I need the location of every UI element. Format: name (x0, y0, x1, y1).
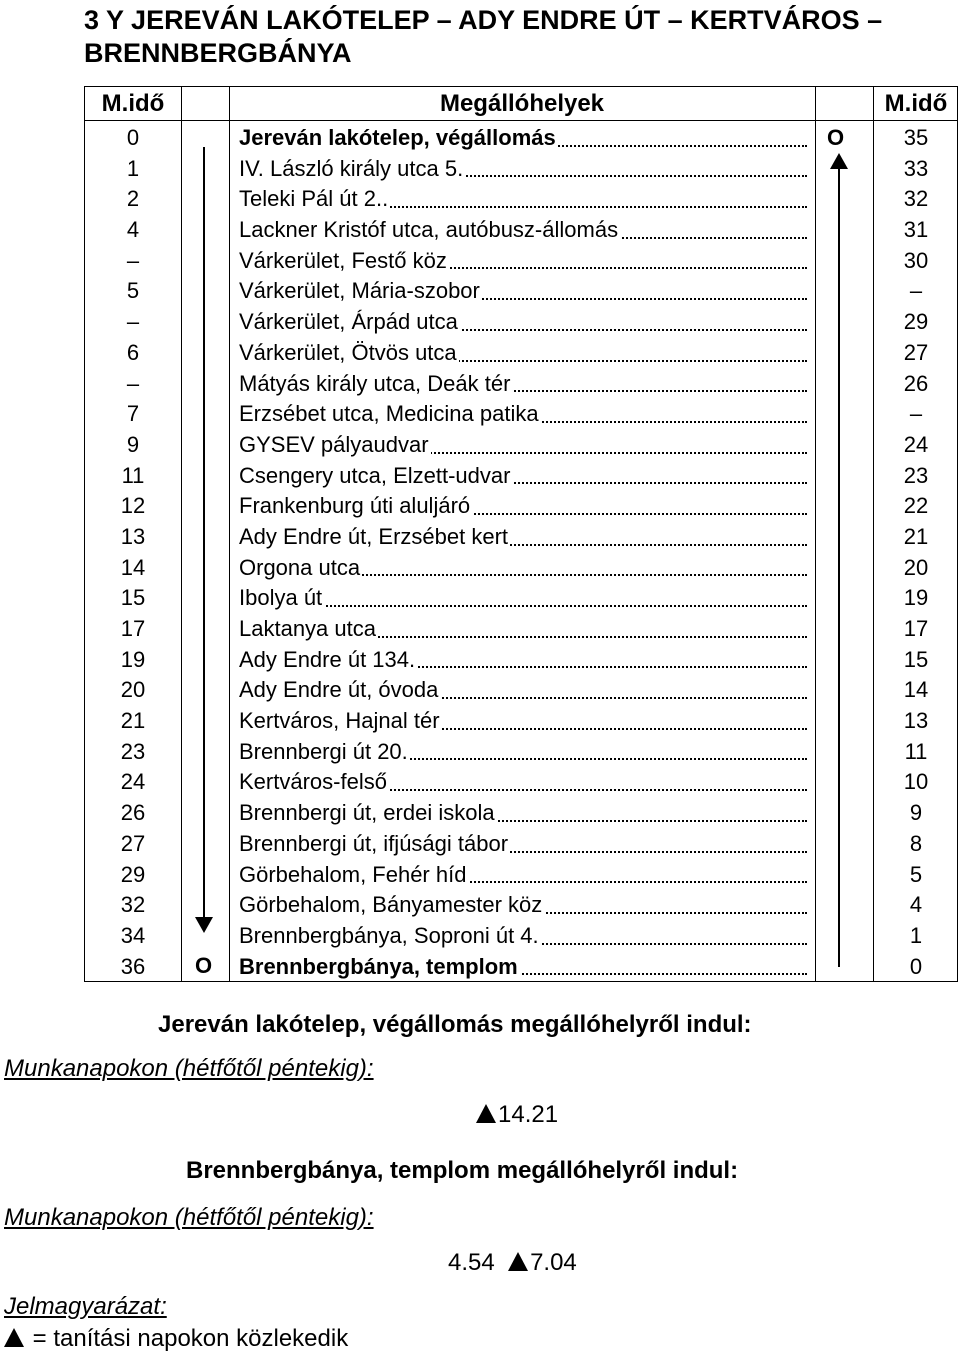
stop-label: IV. László király utca 5. (239, 155, 464, 181)
stop-name (239, 860, 807, 891)
time-from-start: 24 (120, 769, 146, 795)
time-from-start: – (126, 309, 140, 335)
stop-label: Ady Endre út, Erzsébet kert (239, 523, 509, 549)
stop-name (239, 614, 807, 645)
stop-label: Laktanya utca (239, 616, 376, 641)
time-from-end: 13 (903, 708, 929, 734)
table-row (85, 215, 957, 246)
stop-name (239, 645, 807, 676)
stop-name (239, 215, 807, 246)
table-row (85, 952, 957, 983)
time-from-start: 29 (120, 861, 146, 887)
time-from-end: 24 (903, 431, 929, 457)
stop-label: Erzsébet utca, Medicina patika (239, 401, 539, 427)
time-from-start: 19 (120, 646, 146, 672)
stop-label: Görbehalom, Bányamester köz (239, 892, 543, 918)
table-row (85, 614, 957, 645)
table-row (85, 491, 957, 522)
time-from-start: 21 (120, 708, 146, 734)
time-from-end: 31 (903, 217, 929, 243)
table-row (85, 675, 957, 706)
time-from-end: 19 (903, 585, 929, 611)
start-mark: O (827, 125, 845, 150)
stop-name (239, 583, 807, 614)
stop-label: Jereván lakótelep, végállomás (239, 125, 556, 150)
time-from-end: 29 (903, 309, 929, 335)
table-row (85, 154, 957, 185)
stop-name (239, 829, 807, 860)
stop-label: Várkerület, Festő köz (239, 247, 447, 273)
table-row (85, 921, 957, 952)
table-row (85, 276, 957, 307)
school-day-icon (508, 1252, 528, 1271)
table-row (85, 522, 957, 553)
table-row (85, 461, 957, 492)
time-from-start: 34 (120, 922, 146, 948)
time-from-end: 30 (903, 247, 929, 273)
stop-name (239, 430, 807, 461)
route-title: 3 Y JEREVÁN LAKÓTELEP – ADY ENDRE ÚT – KERTVÁROS – BRENNBERGBÁNYA (84, 5, 883, 68)
stop-label: Brennbergi út, erdei iskola (239, 800, 495, 826)
dep1-times: 14.21 (476, 1100, 558, 1130)
stop-label: Frankenburg úti aluljáró (239, 493, 471, 519)
time-from-end: 9 (909, 800, 923, 826)
stop-name (239, 767, 807, 798)
time-from-start: 9 (126, 431, 140, 457)
time-from-end: 33 (903, 155, 929, 181)
header-divider (85, 120, 957, 121)
stop-label: Ady Endre út, óvoda (239, 677, 439, 703)
time-from-start: 12 (120, 493, 146, 519)
stop-label: Kertváros-felső (239, 769, 387, 795)
time-from-end: 10 (903, 769, 929, 795)
stop-name (239, 246, 807, 277)
table-row (85, 430, 957, 461)
time-from-start: 7 (126, 401, 140, 427)
stop-name (239, 737, 807, 768)
header-time-right: M.idő (884, 90, 948, 117)
time-from-end: 20 (903, 554, 929, 580)
stop-name (239, 307, 807, 338)
table-row (85, 860, 957, 891)
time-from-end: 17 (903, 616, 929, 641)
time-from-start: 27 (120, 830, 146, 856)
stop-name (239, 675, 807, 706)
time-from-end: 35 (903, 125, 929, 150)
dep2-heading: Brennbergbánya, templom megállóhelyről indul: (186, 1157, 739, 1184)
table-row (85, 798, 957, 829)
stop-name (239, 706, 807, 737)
table-row (85, 583, 957, 614)
time-from-start: 20 (120, 677, 146, 703)
time-from-start: 13 (120, 523, 146, 549)
time-from-end: 32 (903, 186, 929, 212)
stop-name (239, 921, 807, 952)
stop-name (239, 123, 807, 154)
time-from-end: 21 (903, 523, 929, 549)
time-from-end: 5 (909, 861, 923, 887)
time-from-start: – (126, 247, 140, 273)
time-from-start: 23 (120, 738, 146, 764)
dep2-label: Munkanapokon (hétfőtől péntekig): (4, 1204, 374, 1231)
stop-label: Várkerület, Mária-szobor (239, 278, 480, 304)
time-from-start: 26 (120, 800, 146, 826)
time-from-start: 2 (126, 186, 140, 212)
time-from-start: 1 (126, 155, 140, 181)
stop-name (239, 338, 807, 369)
school-day-icon (4, 1328, 24, 1347)
time-from-end: 11 (904, 738, 928, 764)
stop-name (239, 399, 807, 430)
table-row (85, 829, 957, 860)
stop-label: Teleki Pál út 2.. (239, 186, 389, 212)
stop-rows (85, 123, 957, 982)
legend-title: Jelmagyarázat: (4, 1293, 167, 1320)
table-row (85, 553, 957, 584)
end-mark: O (195, 953, 213, 978)
stop-label: Brennbergbánya, Soproni út 4. (239, 922, 539, 948)
stop-name (239, 553, 807, 584)
stop-label: Várkerület, Ötvös utca (239, 339, 457, 365)
stop-name (239, 184, 807, 215)
stop-label: Orgona utca (239, 554, 361, 580)
stop-label: Várkerület, Árpád utca (239, 309, 458, 335)
table-row (85, 307, 957, 338)
school-day-icon (476, 1104, 496, 1123)
stop-label: Lackner Kristóf utca, autóbusz-állomás (239, 217, 619, 243)
time-from-end: 14 (903, 677, 929, 703)
stop-label: Mátyás király utca, Deák tér (239, 370, 511, 396)
stop-label: Brennbergbánya, templom (239, 953, 518, 979)
stop-name (239, 952, 807, 983)
time-from-start: 15 (120, 585, 146, 611)
time-from-start: 14 (120, 554, 146, 580)
stop-label: Görbehalom, Fehér híd (239, 861, 467, 887)
time-from-end: 26 (903, 370, 929, 396)
dep1-heading: Jereván lakótelep, végállomás megállóhelyről indul: (158, 1011, 752, 1038)
time-from-start: 6 (126, 339, 140, 365)
time-from-end: 4 (909, 892, 923, 918)
time-from-end: 27 (903, 339, 929, 365)
time-from-end: 1 (909, 922, 923, 948)
dep1-label: Munkanapokon (hétfőtől péntekig): (4, 1055, 374, 1082)
stop-label: Ibolya út (239, 585, 323, 611)
stop-name (239, 890, 807, 921)
stop-name (239, 276, 807, 307)
time-from-start: 4 (126, 217, 140, 243)
time-from-start: 0 (126, 125, 140, 150)
stop-label: Kertváros, Hajnal tér (239, 708, 440, 734)
stop-name (239, 522, 807, 553)
time-from-end: – (909, 278, 923, 304)
dep2-times: 4.54 7.04 (448, 1249, 577, 1276)
time-from-end: 22 (903, 493, 929, 519)
stop-name (239, 798, 807, 829)
time-from-end: 8 (909, 830, 923, 856)
time-from-start: – (126, 370, 140, 396)
stop-label: GYSEV pályaudvar (239, 431, 429, 457)
table-row (85, 737, 957, 768)
time-from-start: 5 (126, 278, 140, 304)
time-from-start: 11 (121, 462, 145, 488)
table-row (85, 246, 957, 277)
time-from-end: 23 (903, 462, 929, 488)
time-from-start: 17 (120, 616, 146, 641)
schedule-table (84, 86, 958, 982)
table-row (85, 645, 957, 676)
time-from-end: 15 (903, 646, 929, 672)
stop-name (239, 461, 807, 492)
stop-name (239, 154, 807, 185)
time-from-start: 36 (120, 953, 146, 979)
stop-label: Csengery utca, Elzett-udvar (239, 462, 511, 488)
time-from-end: 0 (909, 953, 923, 979)
legend-item: = tanítási napokon közlekedik (4, 1324, 348, 1354)
stop-label: Brennbergi út, ifjúsági tábor (239, 830, 509, 856)
table-row (85, 706, 957, 737)
header-stops: Megállóhelyek (439, 90, 605, 117)
table-row (85, 890, 957, 921)
table-row (85, 369, 957, 400)
header-time-left: M.idő (101, 90, 165, 117)
time-from-start: 32 (120, 892, 146, 918)
stop-label: Brennbergi út 20. (239, 738, 408, 764)
stop-name (239, 369, 807, 400)
stop-name (239, 491, 807, 522)
table-row (85, 399, 957, 430)
stop-label: Ady Endre út 134. (239, 646, 416, 672)
table-row (85, 184, 957, 215)
table-row (85, 338, 957, 369)
time-from-end: – (909, 401, 923, 427)
table-row (85, 123, 957, 154)
table-row (85, 767, 957, 798)
